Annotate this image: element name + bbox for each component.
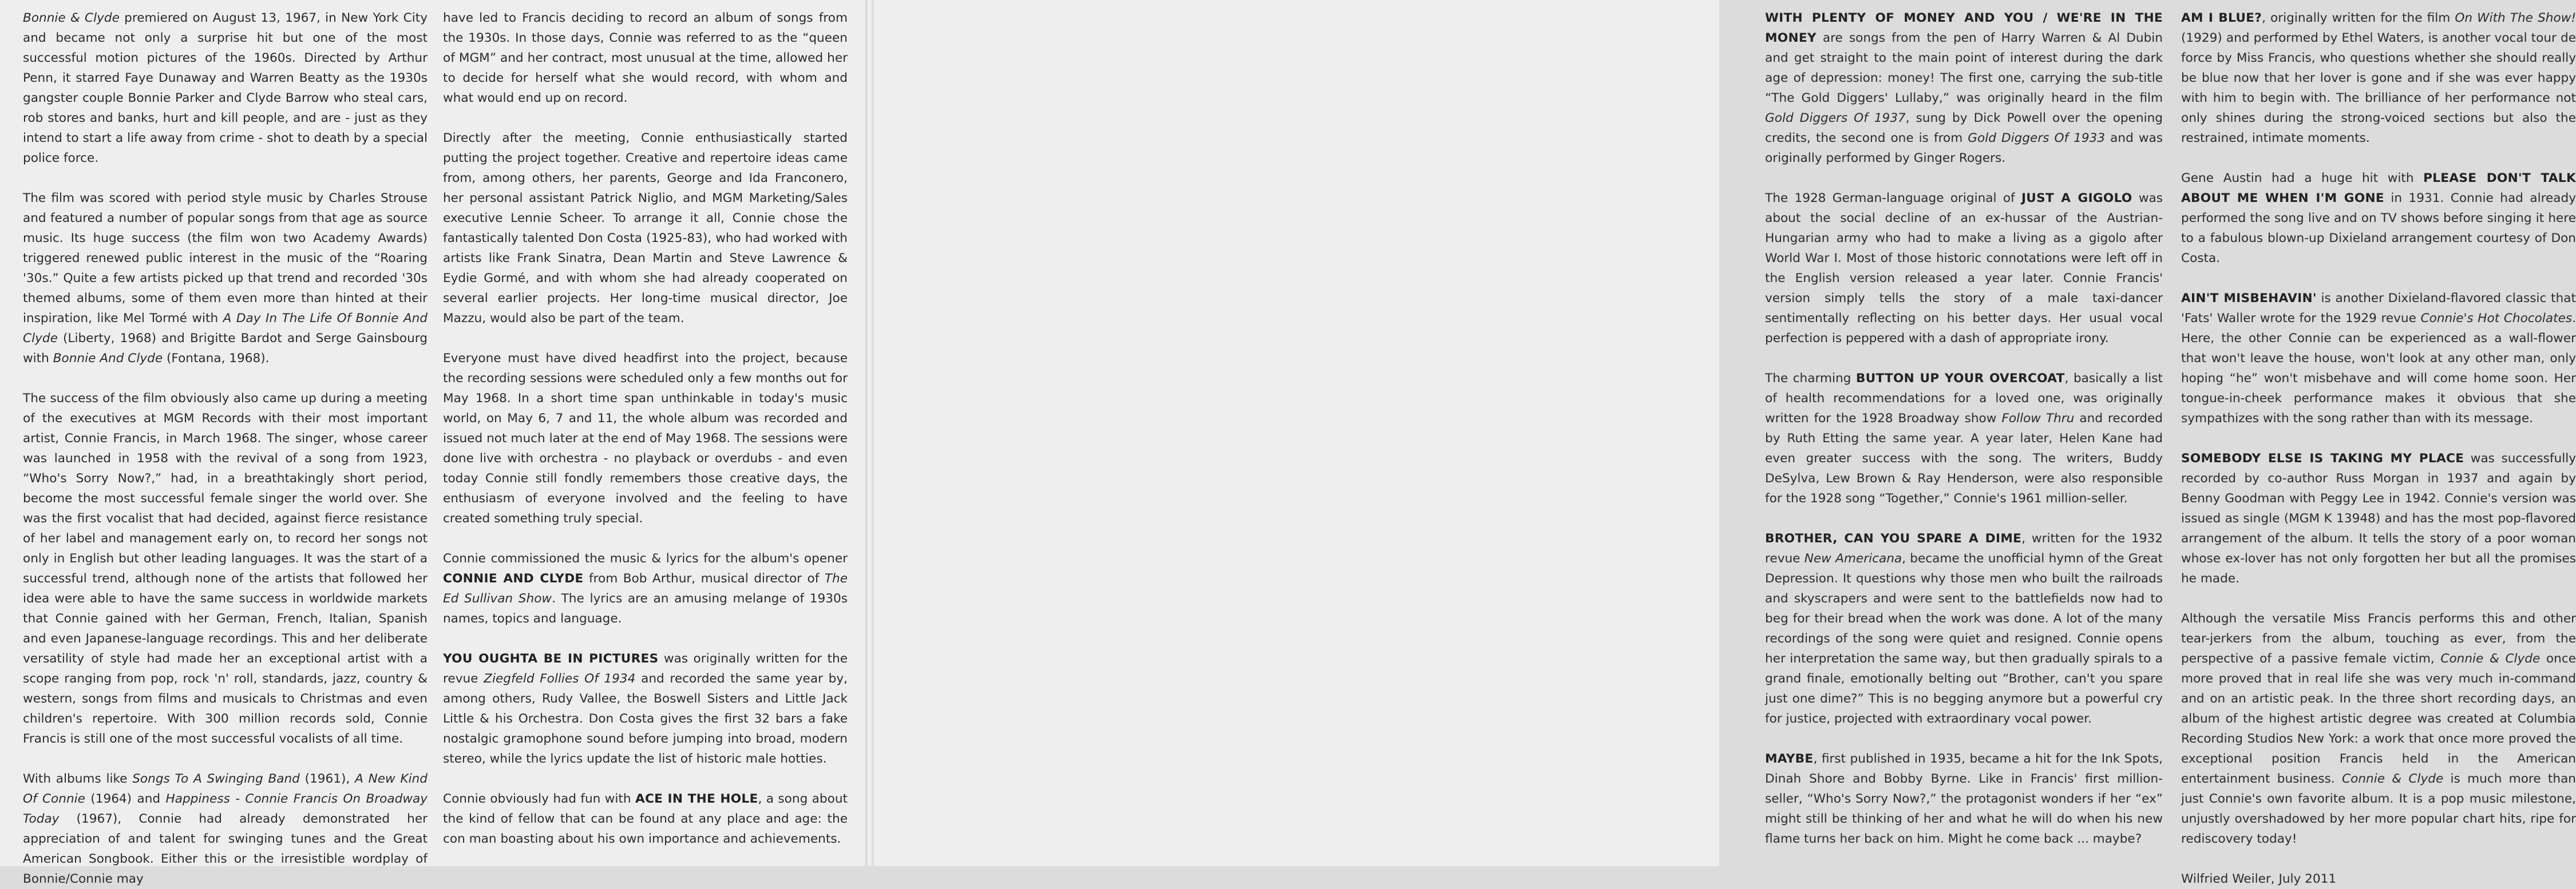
page-fold-gutter xyxy=(865,0,874,866)
paragraph xyxy=(443,789,848,849)
author-signature xyxy=(2181,869,2576,889)
text-run: , first published in 1935, became a hit for the Ink Spots, Dinah Shore and Bobby Byrne. Like in Francis' first million-seller, “Who's Sorry Now?,” the protagonist wonders if her “ex” might still be thinking of her and what he will do when his new flame turns her back on him. Might he come back ... maybe? xyxy=(1765,752,2163,846)
work-title: Happiness - Connie Francis On Broadway Today xyxy=(23,792,428,826)
paragraph xyxy=(2181,609,2576,849)
work-title: A Day In The Life Of Bonnie And Clyde xyxy=(23,311,428,346)
text-run: , sung by Dick Powell over the opening credits, the second one is from xyxy=(1765,111,2163,145)
text-run: Everyone must have dived headfirst into the project, because the recording sessions were scheduled only a few months out for May 1968. In a short time span unthinkable in today's music world, on May 6, 7 and 11, the whole album was recorded and issued not much later at the end of May 1968. The sessions were done live with orchestra - no playback or overdubs - and even today Connie still fondly remembers those creative days, the enthusiasm of everyone involved and the feeling to have created something truly special. xyxy=(443,351,848,526)
paragraph xyxy=(1765,749,2163,849)
text-run: Directly after the meeting, Connie enthusiastically started putting the project together. Creative and repertoire ideas came from, among others, her parents, George and Ida Franconero, her personal assistant Patrick Niglio, and MGM Marketing/Sales executive Lennie Scheer. To arrange it all, Connie chose the fantastically talented Don Costa (1925-83), who had worked with artists like Frank Sinatra, Dean Martin and Steve Lawrence & Eydie Gormé, and with whom she had already cooperated on several earlier projects. Her long-time musical director, Joe Mazzu, would also be part of the team. xyxy=(443,131,848,326)
paragraph xyxy=(1765,529,2163,729)
text-run: was originally written for the revue xyxy=(443,652,848,686)
paragraph xyxy=(443,128,848,328)
song-title: JUST A GIGOLO xyxy=(2021,191,2132,205)
text-run: Although the versatile Miss Francis performs this and other tear-jerkers from the album, touching as ever, from the perspective of a passive female victim, xyxy=(2181,612,2576,666)
text-run: and recorded the same year by, among others, Rudy Vallee, the Boswell Sisters and Little Jack Little & his Orchestra. Don Costa gives the first 32 bars a fake nostalgic gramophone sound before jumping into broad, modern stereo, while the lyrics update the list of historic male hotties. xyxy=(443,672,848,766)
text-run: Connie commissioned the music & lyrics for the album's opener xyxy=(443,551,848,566)
text-run: (1961), xyxy=(299,772,355,786)
text-run: The charming xyxy=(1765,371,1856,386)
work-title: Ziegfeld Follies Of 1934 xyxy=(484,672,636,686)
booklet-page-left xyxy=(0,0,865,886)
text-run: was about the social decline of an ex-hussar of the Austrian-Hungarian army who had to make a living as a gigolo after World War I. Most of those historic connotations were left off in the English version released a year later. Connie Francis' version simply tells the story of a male taxi-dancer sentimentally reflecting on his better days. Her usual vocal perfection is peppered with a dash of appropriate irony. xyxy=(1765,191,2163,346)
paragraph xyxy=(1765,368,2163,509)
text-run: The film was scored with period style music by Charles Strouse and featured a number of popular songs from that age as source music. Its huge success (the film won two Academy Awards) triggered renewed public interest in the music of the “Roaring '30s.” Quite a few artists picked up that trend and recorded '30s themed albums, some of them even more than hinted at their inspiration, like Mel Tormé with xyxy=(23,191,428,326)
work-title: Gold Diggers Of 1933 xyxy=(1968,131,2106,145)
text-run: have led to Francis deciding to record an album of songs from the 1930s. In those days, Connie was referred to as the “queen of MGM” and her contract, most unusual at the time, allowed her to decide for herself what she would record, with whom and what would end up on record. xyxy=(443,11,848,105)
song-title: YOU OUGHTA BE IN PICTURES xyxy=(443,652,659,666)
text-run: are songs from the pen of Harry Warren & Al Dubin and get straight to the main point of interest during the dark age of depression: money! The first one, carrying the sub-title “The Gold Diggers' Lullaby,” was originally heard in the film xyxy=(1765,31,2163,105)
text-run: once more proved that in real life she was very much in-command and on an artistic peak. In the three short recording days, an album of the highest artistic degree was created at Columbia Recording Studios New York: a work that once more proved the exceptional position Francis held in the American entertainment business. xyxy=(2181,652,2576,786)
work-title: New Americana xyxy=(1804,551,1902,566)
text-run: With albums like xyxy=(23,772,133,786)
text-run: (1964) and xyxy=(85,792,166,806)
booklet-page-right xyxy=(874,0,2576,886)
song-title: MAYBE xyxy=(1765,752,1814,766)
work-title: Songs To A Swinging Band xyxy=(132,772,300,786)
text-run: , a song about the kind of fellow that can be found at any place and age: the con man boasting about his own importance and achievements. xyxy=(443,792,848,846)
work-title: Follow Thru xyxy=(2001,411,2075,426)
song-title: WITH PLENTY OF MONEY AND YOU / WE'RE IN THE MONEY xyxy=(1765,11,2163,45)
paragraph xyxy=(2181,168,2576,268)
text-run: (1929) and performed by Ethel Waters, is another vocal tour de force by Miss Francis, who questions whether she should really be blue now that her lover is gone and if she was ever happy with him to begin with. The brilliance of her performance not only shines during the strong-voiced sections but also the restrained, intimate moments. xyxy=(2181,31,2576,145)
text-run: , became the unofficial hymn of the Great Depression. It questions why those men who built the railroads and skyscrapers and were sent to the battlefields now had to beg for their bread when the work was done. A lot of the many recordings of the song were quiet and resigned. Connie opens her interpretation the same way, but then gradually spirals to a grand finale, emotionally belting out “Brother, can't you spare just one dime?” This is no begging anymore but a powerful cry for justice, projected with extraordinary vocal power. xyxy=(1765,551,2163,726)
text-run: (Liberty, 1968) and Brigitte Bardot and Serge Gainsbourg with xyxy=(23,331,428,366)
song-title: SOMEBODY ELSE IS TAKING MY PLACE xyxy=(2181,451,2464,466)
song-title: AM I BLUE? xyxy=(2181,11,2262,25)
song-title: BUTTON UP YOUR OVERCOAT xyxy=(1855,371,2065,386)
text-run: , originally written for the film xyxy=(2262,11,2455,25)
paragraph xyxy=(23,8,428,168)
text-run: is much more than just Connie's own favorite album. It is a pop music milestone, unjustly overshadowed by her more popular chart hits, ripe for rediscovery today! xyxy=(2181,772,2576,846)
text-run: Wilfried Weiler, July 2011 xyxy=(2181,872,2337,886)
text-run: and was originally performed by Ginger Rogers. xyxy=(1765,131,2163,165)
work-title: Connie's Hot Chocolates xyxy=(2420,311,2573,326)
text-run: . Here, the other Connie can be experienced as a wall-flower that won't leave the house, won't look at any other man, only hoping “he” won't misbehave and will come home soon. Her tongue-in-cheek performance makes it obvious that she sympathizes with the song rather than with its message. xyxy=(2181,311,2576,426)
text-column-1 xyxy=(23,8,428,889)
song-title: BROTHER, CAN YOU SPARE A DIME xyxy=(1765,531,2022,546)
text-run: The success of the film obviously also came up during a meeting of the executives at MGM Records with their most important artist, Connie Francis, in March 1968. The singer, whose career was launched in 1958 with the revival of a song from 1923, “Who's Sorry Now?,” had, in a breathtakingly short period, become the most successful female singer the world over. She was the first vocalist that had decided, against fierce resistance of her label and management early on, to record her songs not only in English but other leading languages. It was the start of a successful trend, although none of the artists that followed her idea were able to have the same success in worldwide markets that Connie gained with her German, French, Italian, Spanish and even Japanese-language recordings. This and her deliberate versatility of style had made her an exceptional artist with a scope ranging from pop, rock 'n' roll, standards, jazz, country & western, songs from films and musicals to Christmas and even children's repertoire. With 300 million records sold, Connie Francis is still one of the most successful vocalists of all time. xyxy=(23,391,428,746)
work-title: Bonnie & Clyde xyxy=(23,11,120,25)
song-title: AIN'T MISBEHAVIN' xyxy=(2181,291,2317,305)
paragraph xyxy=(443,8,848,108)
work-title: Gold Diggers Of 1937 xyxy=(1765,111,1906,125)
text-run: , basically a list of health recommendations for a loved one, was originally written for the 1928 Broadway show xyxy=(1765,371,2163,426)
song-title: ACE IN THE HOLE xyxy=(635,792,758,806)
work-title: The Ed Sullivan Show xyxy=(443,572,848,606)
paragraph xyxy=(2181,449,2576,589)
work-title: Connie & Clyde xyxy=(2342,772,2444,786)
work-title: Bonnie And Clyde xyxy=(53,351,163,366)
text-run: is another Dixieland-flavored classic that 'Fats' Waller wrote for the 1929 revue xyxy=(2181,291,2576,326)
text-run: Connie obviously had fun with xyxy=(443,792,635,806)
text-run: in 1931. Connie had already performed the song live and on TV shows before singing it here to a fabulous blown-up Dixieland arrangement courtesy of Don Costa. xyxy=(2181,191,2576,265)
text-run: (Fontana, 1968). xyxy=(163,351,270,366)
text-column-4 xyxy=(2181,8,2576,889)
paragraph xyxy=(443,649,848,769)
paragraph xyxy=(23,388,428,749)
song-title: PLEASE DON'T TALK ABOUT ME WHEN I'M GONE xyxy=(2181,171,2576,205)
paragraph xyxy=(443,549,848,629)
text-run: premiered on August 13, 1967, in New York City and became not only a surprise hit but one of the most successful motion pictures of the 1960s. Directed by Arthur Penn, it starred Faye Dunaway and Warren Beatty as the 1930s gangster couple Bonnie Parker and Clyde Barrow who steal cars, rob stores and banks, hurt and kill people, and are - just as they intend to start a life away from crime - shot to death by a special police force. xyxy=(23,11,428,165)
paragraph xyxy=(2181,288,2576,428)
work-title: On With The Show! xyxy=(2455,11,2576,25)
text-column-2 xyxy=(443,8,848,849)
text-run: (1967), Connie had already demonstrated her appreciation of and talent for swinging tunes and the Great American Songbook. Either this or the irresistible wordplay of Bonnie/Connie may xyxy=(23,812,428,886)
paragraph xyxy=(23,188,428,368)
text-run: and recorded by Ruth Etting the same year. A year later, Helen Kane had even greater success with the song. The writers, Buddy DeSylva, Lew Brown & Ray Henderson, were also responsible for the 1928 song “Together,” Connie's 1961 million-seller. xyxy=(1765,411,2163,506)
work-title: A New Kind Of Connie xyxy=(23,772,428,806)
text-column-3 xyxy=(1765,8,2163,849)
text-run: , written for the 1932 revue xyxy=(1765,531,2163,566)
text-run: Gene Austin had a huge hit with xyxy=(2181,171,2424,185)
song-title: CONNIE AND CLYDE xyxy=(443,572,584,586)
paragraph xyxy=(23,769,428,889)
work-title: Connie & Clyde xyxy=(2440,652,2541,666)
paragraph xyxy=(1765,188,2163,348)
paragraph xyxy=(1765,8,2163,168)
paragraph xyxy=(443,348,848,529)
text-run: . The lyrics are an amusing melange of 1930s names, topics and language. xyxy=(443,592,848,626)
text-run: from Bob Arthur, musical director of xyxy=(583,572,825,586)
text-run: The 1928 German-language original of xyxy=(1765,191,2021,205)
paragraph xyxy=(2181,8,2576,148)
text-run: was successfully recorded by co-author Russ Morgan in 1937 and again by Benny Goodman with Peggy Lee in 1942. Connie's version was issued as single (MGM K 13948) and has the most pop-flavored arrangement of the album. It tells the story of a poor woman whose ex-lover has not only forgotten her but all the promises he made. xyxy=(2181,451,2576,586)
